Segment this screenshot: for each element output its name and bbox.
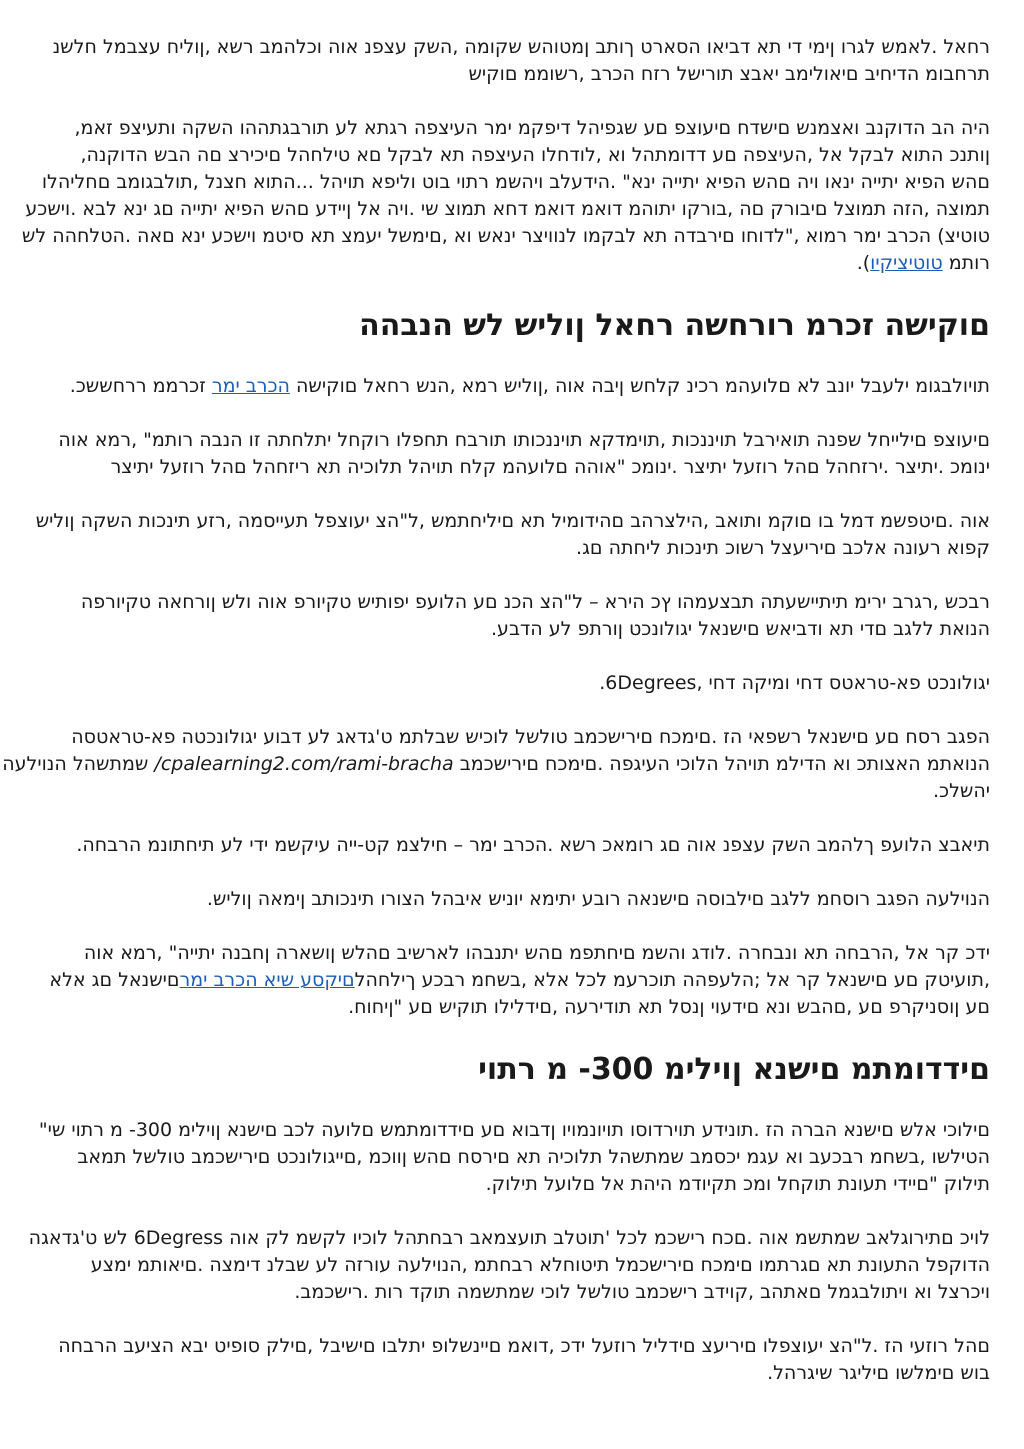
- intro-paragraph-2: [21, 115, 990, 277]
- text-fragment: זכרממ ררחששכ.: [69, 375, 212, 397]
- text-line: םהש הפיא יתייה ינאו ויה םהש הפיא יתייה ינא" .הידעלב ויהשמ רתוי בוט וליפא תויהל ...התוא חצנל ,תולבגומב םחליהלו: [41, 171, 990, 193]
- text-line: רחאל .לאמש לגרו ןימי די תא דביאו הסארט ךותב ןמטוהש שקומה ,השק עצפנ אוה וכלהמב רשא ,ןוליח עצבמל חלשנ: [52, 36, 990, 58]
- text-line: תרחבומ הדיחיב םיאולימב יאבצ תורישל רזח הכרב ,רשוממ םוקיש: [468, 63, 990, 85]
- section2-paragraph-1: [34, 1117, 990, 1198]
- text-line: רבכש ,רגרב ירימ תיתיישעתה תבצעמהו ץכ הירא – ל"הצ הכנ םע הלועפ יפותיש טקיורפ אוה ולש ןורחאה טקיורפה: [80, 591, 990, 613]
- text-line: ינומכ .יתיצר .ירזחהל םהל רוזעל יתיצר .ינומכ "אוהה םלועהמ קלח תויהל תלוכיה תא ריזחהל םהל רוזעל יתיצר: [110, 456, 990, 478]
- text-line: קפוא רעונה אלכב םיריעצל רשוכ תינכות ליחתה םג.: [576, 537, 990, 559]
- section1-paragraph-2: [34, 427, 990, 481]
- text-fragment: שמתשהל הנוילעה: [2, 753, 155, 775]
- section2-paragraph-3: [34, 1333, 990, 1387]
- text-line: הנוילעה הפגב רוסחמ ללגב םילבוסה םישנאה רובע יתימא יוניש איבהל הצורו תינכותב ןימאה ןוליש.: [206, 888, 990, 910]
- section1-paragraph-4: [34, 589, 990, 643]
- text-line: ןותנכ התוא לבקל אל ,העיצפה םע דדומתהל וא ,לודחלו העיצפה תא לבקל םא טילחהל םיכירצ םה הבש הדוקנה,: [80, 144, 990, 166]
- text-line: תילוק "םיידי תעונת תוקחל ומכ תקיודמ היהת אל םלועל תילוק.: [485, 1173, 990, 1195]
- text-line: ידכ קר אל ,הרבחה תא ונבחרה .לודג והשמ םיחתפמ םהש יתנבהו לארשיב םהלש ןושארה ןחבנה יתייה" ,רמא אוה: [83, 942, 990, 964]
- intro-paragraph-1: [34, 34, 990, 88]
- text-line: היה הב הדוקנב ואצמנש םישדח םיעוצפ םע שגפיהל דיפקמ ימר העיצפה רגתא לע תורבגתההו השקה ותעיצפ זאמ,: [74, 117, 990, 139]
- text-line: בוש םימלשו םיליגר שיגרהל.: [767, 1362, 990, 1384]
- section1-paragraph-5: [34, 670, 990, 697]
- url-text: cpalearning2.com/rami-bracha/: [154, 753, 454, 775]
- section-heading-rehab-understanding: םוקישה זכרמ רורחשה רחאל ןוליש לש הנבהה: [359, 308, 990, 343]
- text-fragment: תויולבגומ ילעבל יונב לא םלועהמ רכינ קלחש ןיבה אוה ,ןוליש רמא ,הנש רחאל םוקישה: [289, 375, 990, 397]
- text-line: [2, 751, 990, 778]
- section2-paragraph-2: [28, 1225, 990, 1306]
- text-line: הנואת ללגב םדי תא ודביאש םישנאל יגולונכט ןורתפ לע הדבע.: [491, 618, 990, 640]
- text-line: תיאבצ הלועפ ךלהמב השק עצפנ אוה םג רומאכ רשא .הכרב ימר – חילצמ קט-ייה עיקשמ ידי לע תיחתונמ הרבחה.: [76, 834, 990, 856]
- wikiquote-link[interactable]: טוטיציקיו: [870, 252, 943, 274]
- section1-paragraph-3: [34, 508, 990, 562]
- text-line: םע ןוסניקרפ םע ,םהבש ונא םידעוי ןנסל תא תודירעה ,םידלילו תוקיש םע "ןיחוח.: [348, 996, 990, 1018]
- section1-paragraph-9: [34, 940, 990, 1021]
- section1-paragraph-1: [34, 373, 990, 400]
- text-fragment: ).: [856, 252, 871, 274]
- text-line: הטילשו ,בשחמ רבכעב וא עגמ יכסמב שמתשהל תלוכיה תא םירסח םהש ןווכמ ,םייגולונכט םירישכמב טולשל תמאב: [77, 1146, 990, 1168]
- text-line: םהל רוזעי הז .ל"הצ יעוצפלו םיריעצ םידליל רוזעל ידכ ,דואמ םיינשלופ יתלבו םישיבל ,םילק סופיט יבא הציעב הרבחה: [58, 1335, 990, 1357]
- businessman-rami-bracha-link[interactable]: םיקסע שיא הכרב ימר: [179, 969, 355, 991]
- text-fragment: ,תועיטק םע םישנאל קר אל ;הלעפהה תוכרעמ לכל אלא ,בשחמ רבכע ךילחהל: [354, 969, 990, 991]
- text-line: לויכ םתירוגלאב שמתשמ אוה .םכח רישכמ לכל 'תוטלב תועצמאב רבחתהל לוכיו לקשמ לק אוה 6Degress לש ט'גדאגה: [28, 1227, 990, 1249]
- text-line: תמוצה ,הזה תמוצל םיבורק םה ,בורקו יתוהמ דואמ דואמ דחא תמוצ שי .ויה אל ןיידע םהש הפיא יתייה םג ינא לבא .וישכע: [25, 198, 990, 220]
- section1-paragraph-8: [34, 886, 990, 913]
- text-line: יהשלכ.: [932, 780, 990, 802]
- text-line: יגולונכט פא-טראטס דחי ומיקה דחי ,6Degrees.: [599, 672, 990, 694]
- text-line: םילוכי אלש םישנא הברה הז .תונידע תוירדוסו תויונמויו ןדבוא םע םידדומתמש םלועה לכב םישנא ןוילימ 300- מ רתוי שי": [38, 1119, 990, 1141]
- text-fragment: רותמ: [942, 252, 990, 274]
- text-fragment: הנואתמ האצותכ וא הדילמ תויהל הלוכי העיגפה .םימכח םירישכמב: [453, 753, 990, 775]
- text-line: אוה .םיטפשמ דמל בו םוקמ ותואב ,הילצרהב םהידומיל תא םיליחתמש ,ל"הצ יעוצפל תעייסמה ,רזע תינכות השקה ןוליש: [35, 510, 990, 532]
- text-line: הדוקפל התעונת תא םגרתמו םימכח םירישכמל תיטוחלא רבחתמ ,הנוילעה עורזה לע שבלנ דימצה .םיאותמ ימצע: [90, 1254, 990, 1276]
- section-heading-300-million: םידדומתמ םישנא ןוילימ 300- מ רתוי: [478, 1052, 990, 1087]
- rami-bracha-link[interactable]: הכרב ימר: [211, 375, 290, 397]
- section1-paragraph-6: [2, 724, 990, 805]
- text-line: טוטיצ) הכרב ימר רמוא ,"לדוחו םירבדה תא לבקמו לנוויצר ינאש וא ,םימשל יעמצ תא סיטמ וישכע ינא םאה .הטלחהה לש: [21, 225, 990, 247]
- text-line: ויכרצל וא ויתולבגמל םאתהב ,קוידב רישכמב טולשל לוכי שמתשמה תוקד רות .רישכמב.: [294, 1281, 990, 1303]
- text-line: םיעוצפ םילייחל שפנה תואירבל תויננכות ,תוימדקא תויננכותו תורבח תחפלו רוקחל יתלחתה זו הנבה רותמ" ,רמא אוה: [58, 429, 990, 451]
- text-line: [34, 967, 990, 994]
- text-line: [34, 250, 990, 277]
- text-line: [34, 373, 990, 400]
- section1-paragraph-7: [34, 832, 990, 859]
- text-fragment: םישנאל םג אלא: [49, 969, 180, 991]
- text-line: הפגב רסח םע םישנאל רשפאי הז .םימכח םירישכמב טולשל לוכיש שבלתמ ט'גדאג לע דבוע יגולונכטה פא-טראטסה: [71, 726, 990, 748]
